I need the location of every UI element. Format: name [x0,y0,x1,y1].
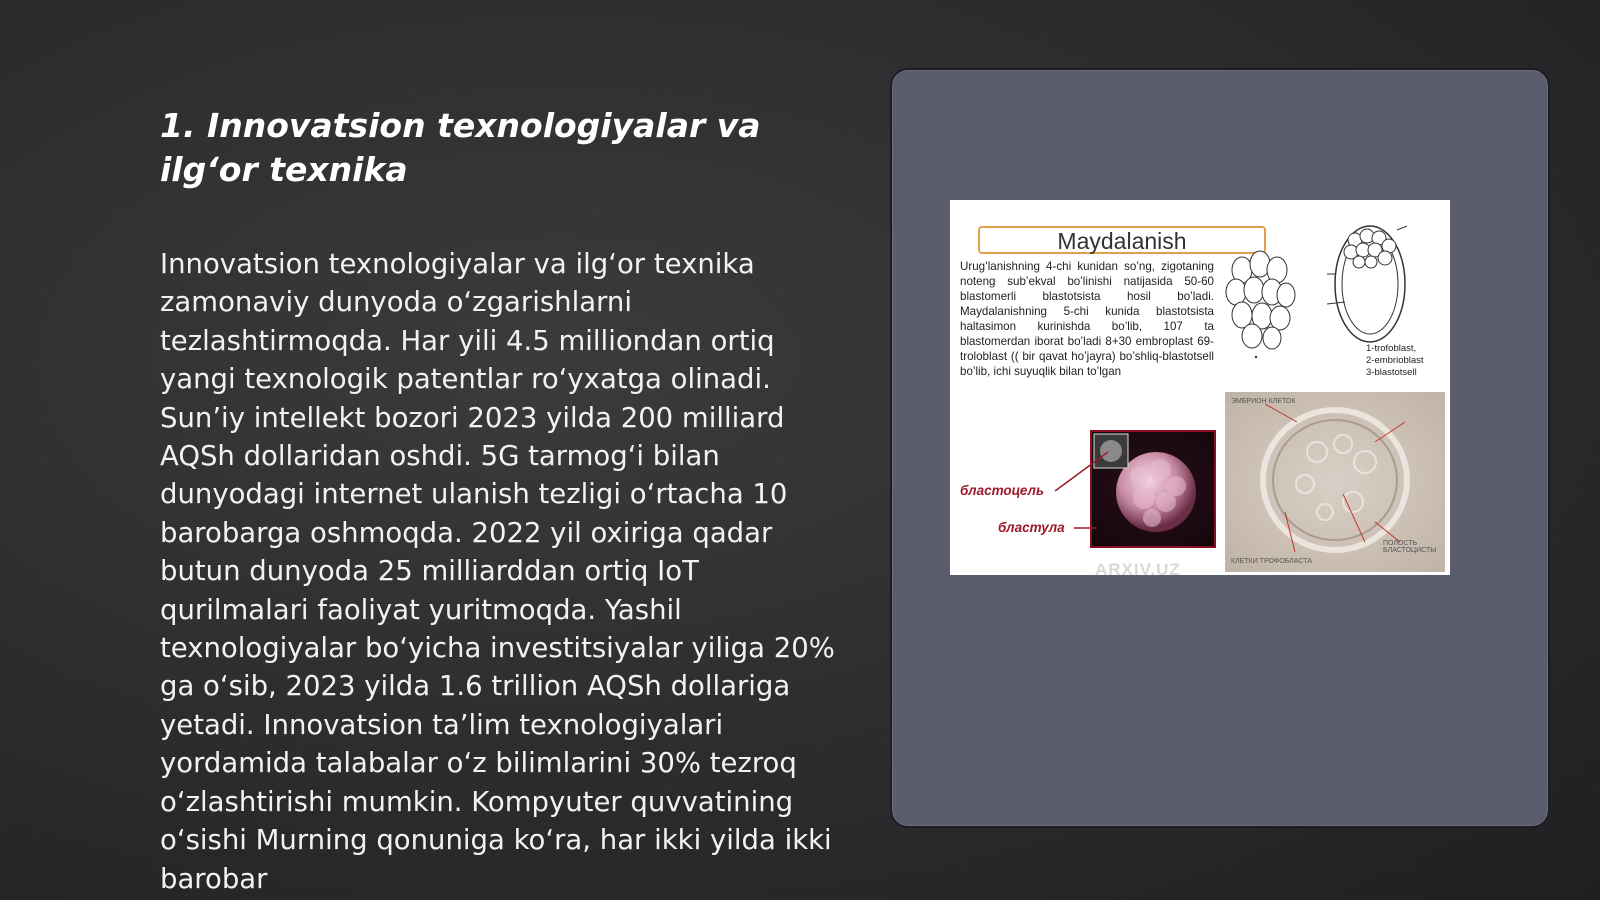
embedded-slide-title: Maydalanish [978,226,1266,254]
embedded-slide-image [950,200,1450,575]
watermark-logo: ARXIV.UZ [1095,560,1181,575]
micrograph-tag: КЛЕТКИ ТРОФОБЛАСТА [1231,558,1312,565]
label-blastocoel: бластоцель [960,483,1044,498]
legend-item: 2-embrioblast [1366,355,1424,366]
micrograph-tag: ЭМБРИОН КЛЕТОК [1231,398,1296,405]
legend-item: 3-blastotsell [1366,367,1417,378]
embedded-slide-paragraph: Urug’lanishning 4-chi kunidan so’ng, zigotaning noteng sub’ekval bo’linishi natijasida 50-60 blastomerli blastotsista hosil bo’ladi. Maydalanishning 5-chi kunida blastotsista haltasimon kurinishda bo’lib, 107 ta blastomerdan iborat bo’ladi 8+30 embroplast 69-troloblast (( bir qavat ho’jayra) bo’shliq-blastotsell bo’lib, ichi suyuqlik bilan to’lgan [960,260,1214,378]
label-pointers [950,200,1450,575]
micrograph-tag: ПОЛОСТЬ БЛАСТОЦИСТЫ [1383,540,1437,554]
slide-heading: 1. Innovatsion texnologiyalar va ilg‘or texnika [160,106,761,189]
slide-body-text: Innovatsion texnologiyalar va ilg‘or texnika zamonaviy dunyoda o‘zgarishlarni tezlashtirmoqda. Har yili 4.5 milliondan ortiq yangi texnologik patentlar ro‘yxatga olinadi. Sun’iy intellekt bozori 2023 yilda 200 milliard AQSh dollaridan oshdi. 5G tarmog‘i bilan dunyodagi internet ulanish tezligi o‘rtacha 10 barobarga oshmoqda. 2022 yil oxiriga qadar butun dunyoda 25 milliarddan ortiq IoT qurilmalari faoliyat yuritmoqda. Yashil texnologiyalar bo‘yicha investitsiyalar yiliga 20% ga o‘sib, 2023 yilda 1.6 trillion AQSh dollariga yetadi. Innovatsion ta’lim texnologiyalari yordamida talabalar o‘z bilimlarini 30% tezroq o‘zlashtirishi mumkin. Kompyuter quvvatining o‘sishi Murning qonuniga ko‘ra, har ikki yilda ikki barobar [160,248,835,895]
legend-item: 1-trofoblast, [1366,343,1417,354]
label-blastula: бластула [998,520,1065,535]
